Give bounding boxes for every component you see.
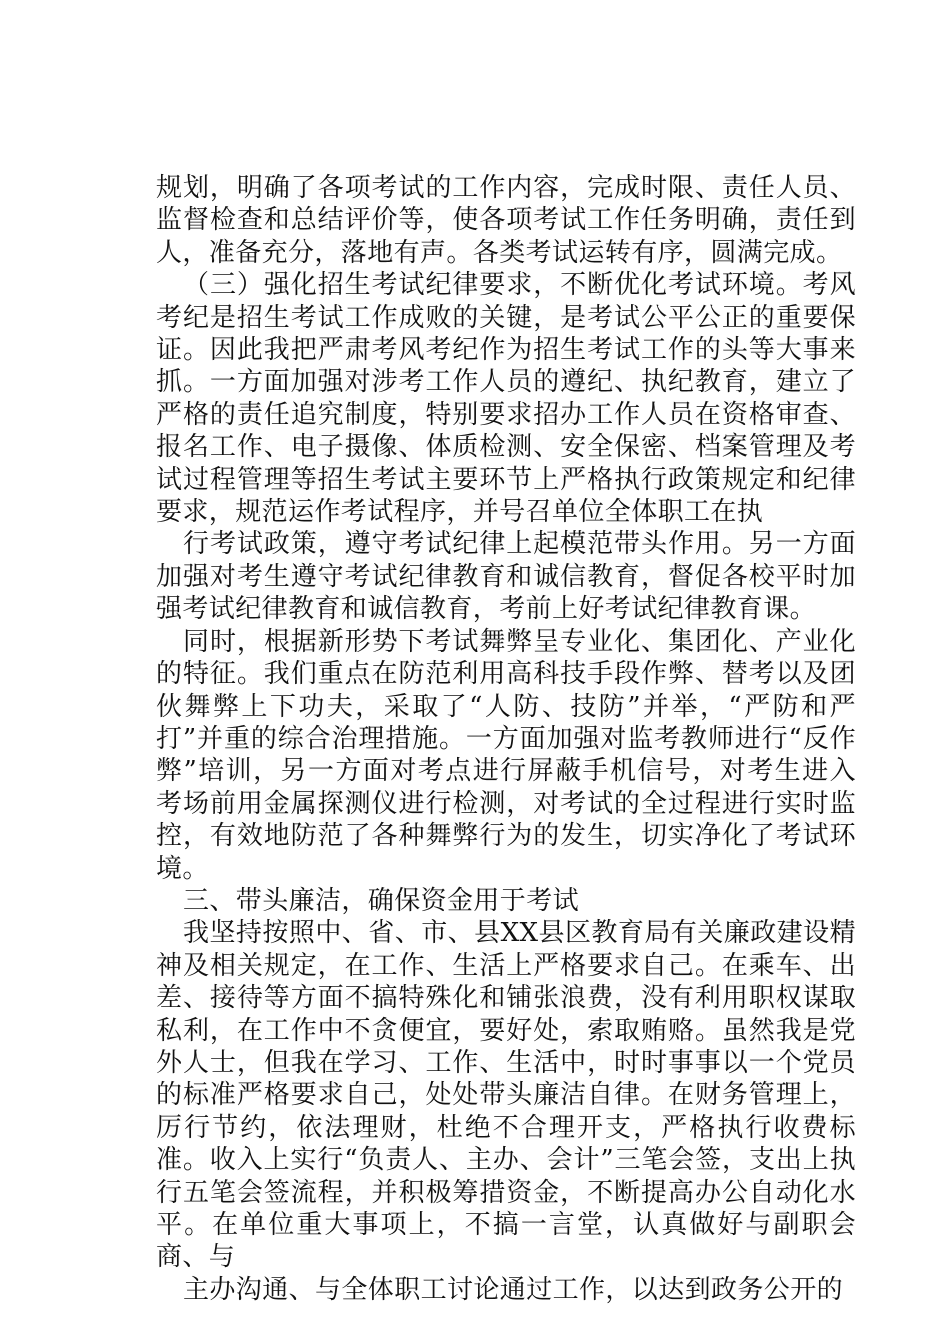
paragraph-integrity: 我坚持按照中、省、市、县XX县区教育局有关廉政建设精神及相关规定，在工作、生活上严格要求自己。在乘车、出差、接待等方面不搞特殊化和铺张浪费，没有利用职权谋取私利，在工作中不贪便宜，要好处，索取贿赂。虽然我是党外人士，但我在学习、工作、生活中，时时事事以一个党员的标准严格要求自己，处处带头廉洁自律。在财务管理上，厉行节约，依法理财，杜绝不合理开支，严格执行收费标准。收入上实行“负责人、主办、会计”三笔会签，支出上执行五笔会签流程，并积极筹措资金，不断提高办公自动化水平。在单位重大事项上，不搞一言堂，认真做好与副职会商、与 xyxy=(156,918,856,1273)
paragraph-section-three: （三）强化招生考试纪律要求，不断优化考试环境。考风考纪是招生考试工作成败的关键，是考试公平公正的重要保证。因此我把严肃考风考纪作为招生考试工作的头等大事来抓。一方面加强对涉考工作人员的遵纪、执纪教育，建立了严格的责任追究制度，特别要求招办工作人员在资格审查、报名工作、电子摄像、体质检测、安全保密、档案管理及考试过程管理等招生考试主要环节上严格执行政策规定和纪律要求，规范运作考试程序，并号召单位全体职工在执 xyxy=(156,270,856,528)
paragraph-final: 主办沟通、与全体职工讨论通过工作，以达到政务公开的 xyxy=(183,1274,844,1305)
section-heading-integrity: 三、带头廉洁，确保资金用于考试 xyxy=(183,885,580,916)
paragraph-continuation: 规划，明确了各项考试的工作内容，完成时限、责任人员、监督检查和总结评价等，使各项考试工作任务明确，责任到人，准备充分，落地有声。各类考试运转有序，圆满完成。 xyxy=(156,173,856,268)
paragraph-anti-cheating: 同时，根据新形势下考试舞弊呈专业化、集团化、产业化的特征。我们重点在防范利用高科技手段作弊、替考以及团伙舞弊上下功夫，采取了“人防、技防”并举，“严防和严打”并重的综合治理措施。一方面加强对监考教师进行“反作弊”培训，另一方面对考点进行屏蔽手机信号，对考生进入考场前用金属探测仪进行检测，对考试的全过程进行实时监控，有效地防范了各种舞弊行为的发生，切实净化了考试环境。 xyxy=(156,626,856,884)
document-body xyxy=(156,172,856,1306)
paragraph-exam-policy: 行考试政策，遵守考试纪律上起模范带头作用。另一方面加强对考生遵守考试纪律教育和诚信教育，督促各校平时加强考试纪律教育和诚信教育，考前上好考试纪律教育课。 xyxy=(156,529,856,625)
